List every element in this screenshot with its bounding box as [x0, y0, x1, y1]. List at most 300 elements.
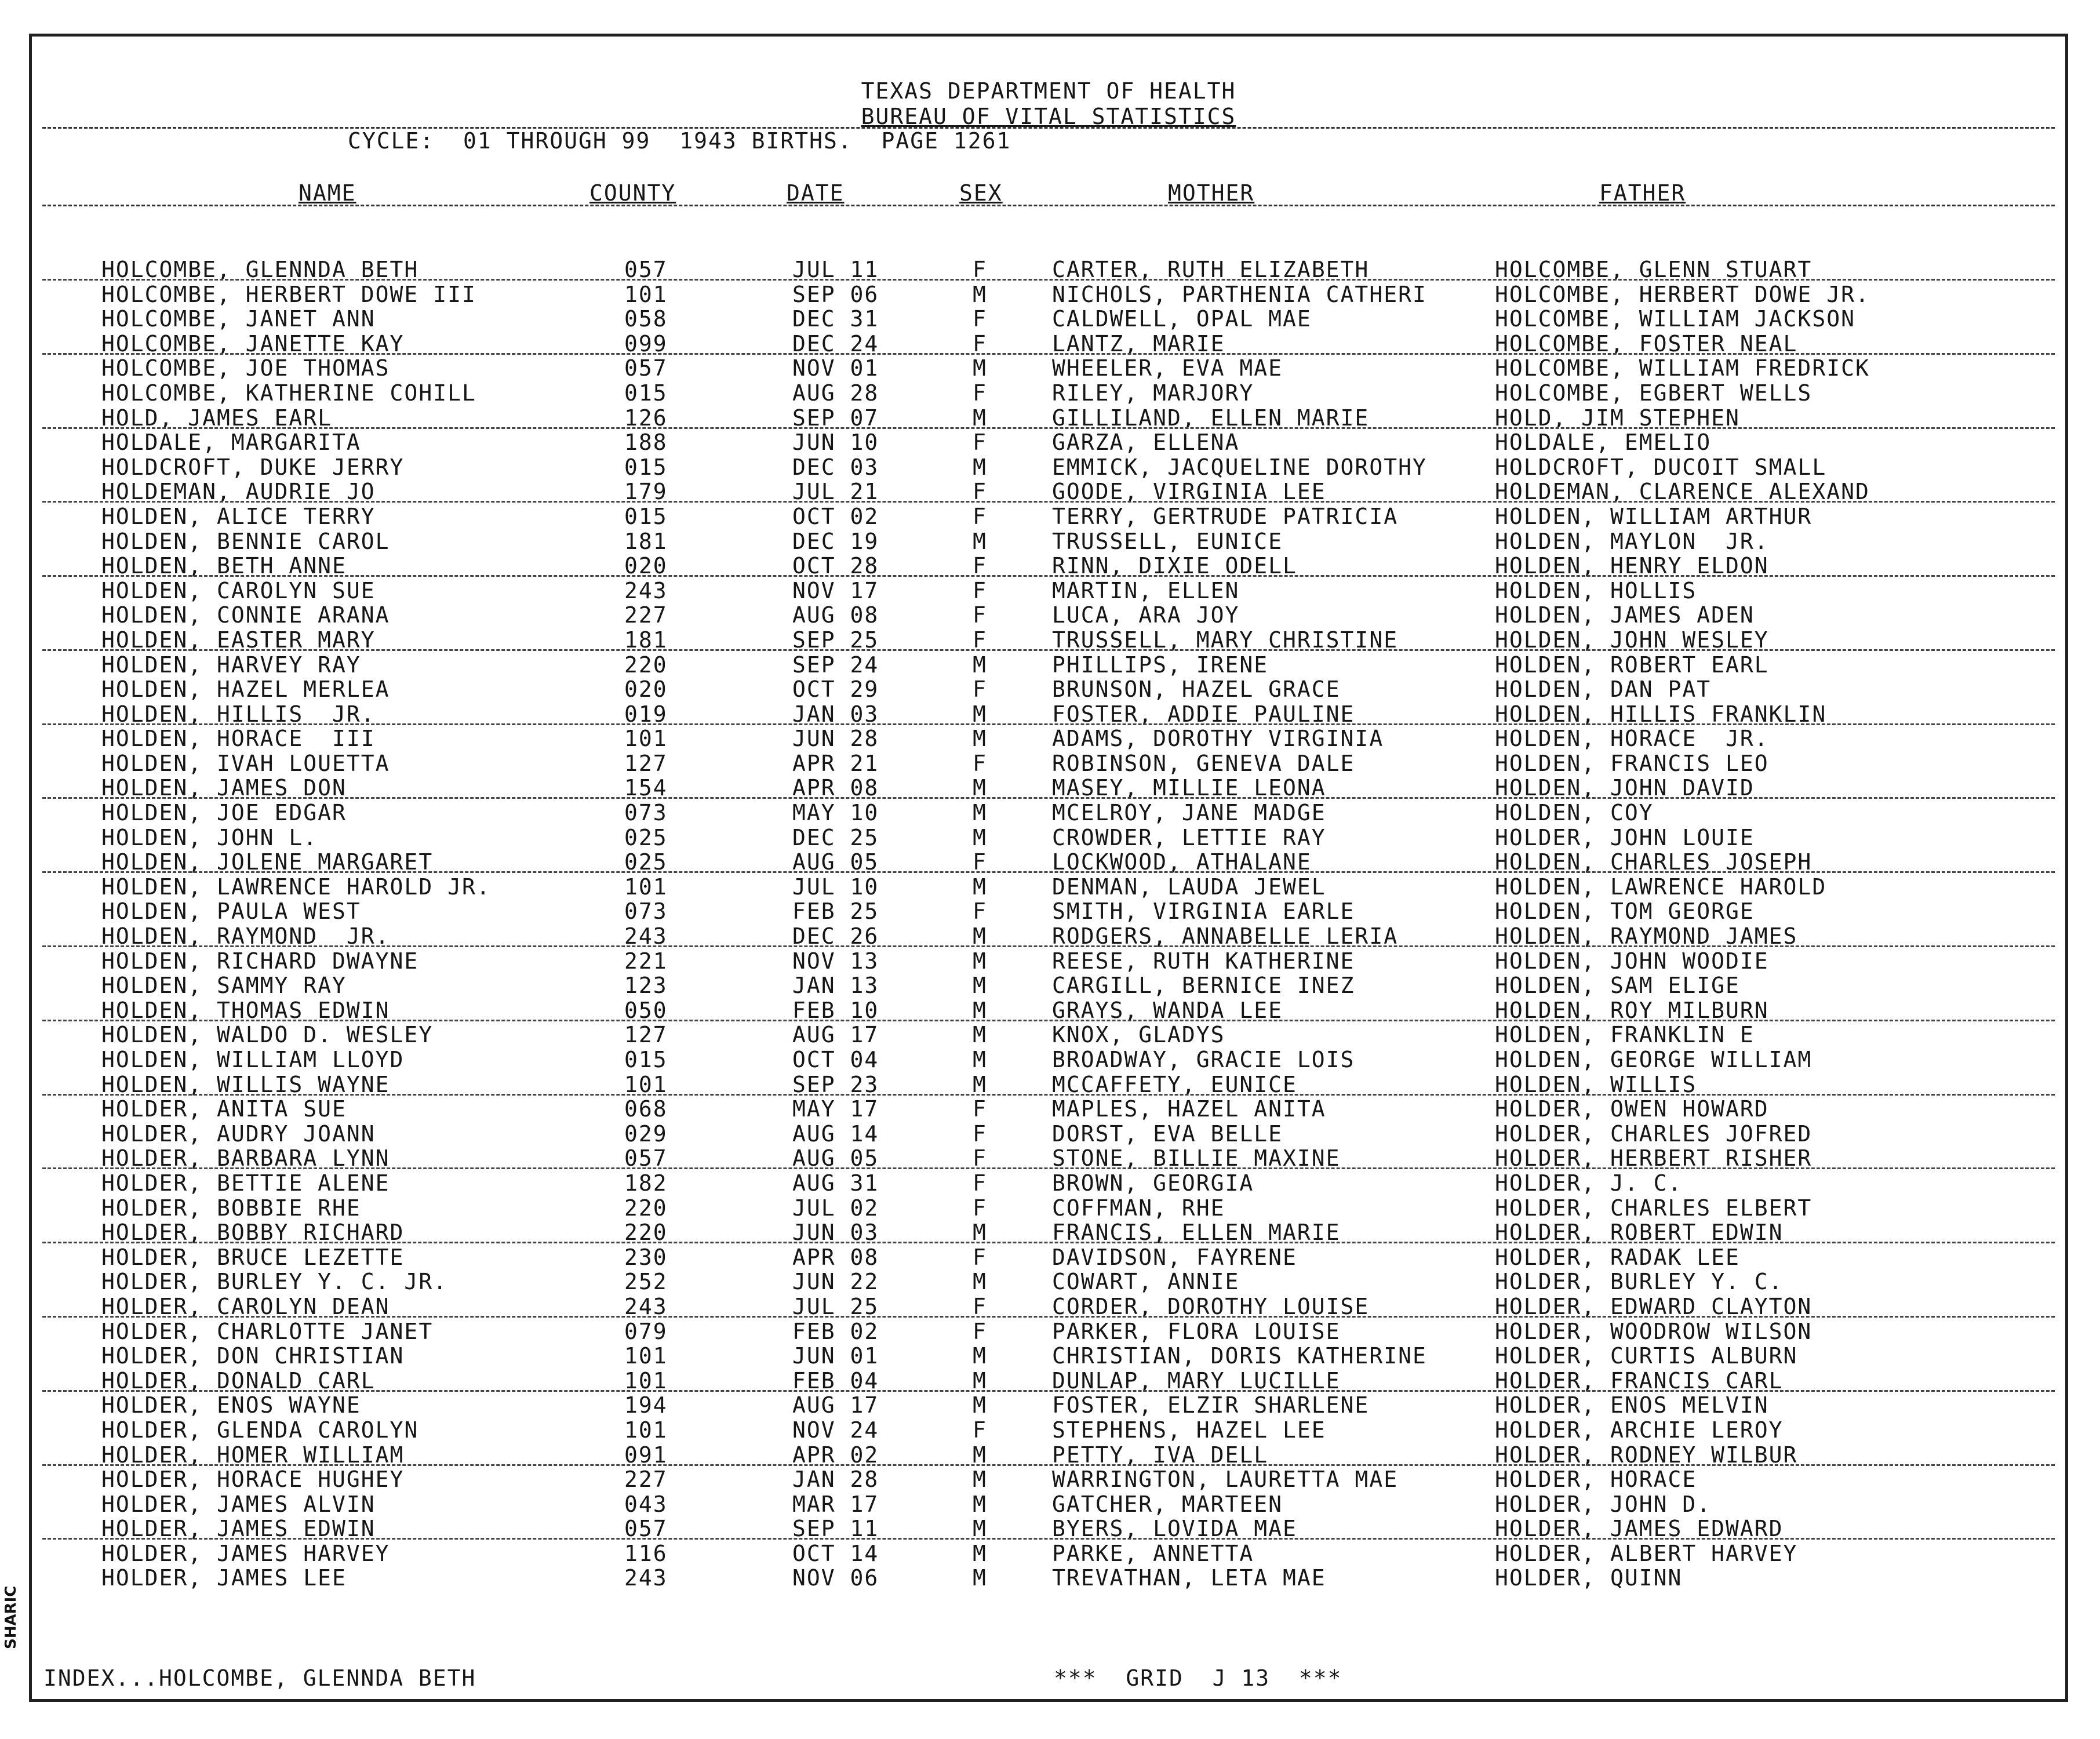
cell-father: HOLDER, FRANCIS CARL [1495, 1367, 1784, 1394]
department-title: TEXAS DEPARTMENT OF HEALTH [861, 78, 1236, 104]
row-divider [42, 353, 2055, 355]
cell-county: 079 [624, 1318, 668, 1344]
table-row [32, 454, 2065, 479]
cell-date: AUG 17 [792, 1392, 879, 1418]
cell-mother: BYERS, LOVIDA MAE [1052, 1516, 1297, 1542]
cell-county: 127 [624, 750, 668, 776]
cell-date: JUN 10 [792, 430, 879, 456]
cell-mother: LOCKWOOD, ATHALANE [1052, 849, 1312, 875]
table-row [32, 751, 2065, 776]
cell-name: HOLCOMBE, HERBERT DOWE III [101, 281, 476, 307]
cell-name: HOLDEN, HILLIS JR. [101, 701, 376, 727]
cell-sex: M [973, 1047, 987, 1072]
cell-county: 101 [624, 281, 668, 307]
cell-sex: F [973, 1318, 987, 1344]
cell-sex: M [973, 1392, 987, 1418]
cell-father: HOLDEN, HOLLIS [1495, 577, 1697, 603]
table-row [32, 430, 2065, 454]
cell-county: 227 [624, 1467, 668, 1493]
table-row [32, 602, 2065, 627]
cell-father: HOLDER, ALBERT HARVEY [1495, 1540, 1798, 1566]
cycle-line: CYCLE: 01 THROUGH 99 1943 BIRTHS. PAGE 1261 [348, 128, 1011, 154]
cell-date: JAN 03 [792, 701, 879, 727]
cell-sex: M [973, 1516, 987, 1542]
row-divider [42, 501, 2055, 503]
cell-father: HOLDER, RADAK LEE [1495, 1244, 1740, 1270]
cell-date: SEP 23 [792, 1071, 879, 1097]
cell-sex: F [973, 330, 987, 356]
cell-sex: M [973, 1022, 987, 1048]
table-row [32, 1022, 2065, 1047]
cell-county: 058 [624, 306, 668, 332]
cell-county: 015 [624, 503, 668, 529]
cell-name: HOLDEN, EASTER MARY [101, 627, 376, 653]
cell-county: 101 [624, 1071, 668, 1097]
cell-county: 220 [624, 1195, 668, 1221]
cell-mother: GILLILAND, ELLEN MARIE [1052, 405, 1370, 431]
cell-mother: CARTER, RUTH ELIZABETH [1052, 257, 1370, 282]
row-divider [42, 797, 2055, 799]
cell-sex: F [973, 380, 987, 406]
cell-father: HOLDEN, GEORGE WILLIAM [1495, 1047, 1813, 1072]
cell-date: JUL 21 [792, 479, 879, 505]
table-row [32, 1245, 2065, 1269]
table-row [32, 1170, 2065, 1195]
cell-name: HOLCOMBE, JANET ANN [101, 306, 376, 332]
record-list [32, 257, 2065, 1590]
cell-name: HOLDEN, RICHARD DWAYNE [101, 948, 419, 974]
table-row [32, 1121, 2065, 1146]
table-row [32, 923, 2065, 948]
cell-mother: CARGILL, BERNICE INEZ [1052, 973, 1355, 999]
cell-father: HOLDER, ENOS MELVIN [1495, 1392, 1769, 1418]
table-row [32, 1343, 2065, 1368]
cell-mother: DUNLAP, MARY LUCILLE [1052, 1367, 1341, 1394]
cell-sex: M [973, 1467, 987, 1493]
cell-father: HOLDEN, JOHN WESLEY [1495, 627, 1769, 653]
table-row [32, 775, 2065, 800]
cell-date: AUG 05 [792, 1145, 879, 1172]
cell-county: 243 [624, 1293, 668, 1319]
cell-name: HOLDEN, SAMMY RAY [101, 973, 347, 999]
cell-county: 020 [624, 676, 668, 703]
cell-mother: PHILLIPS, IRENE [1052, 652, 1269, 678]
cell-name: HOLDER, BETTIE ALENE [101, 1170, 390, 1196]
cell-mother: RINN, DIXIE ODELL [1052, 553, 1297, 579]
cell-county: 029 [624, 1120, 668, 1147]
cell-sex: F [973, 750, 987, 776]
column-header-divider [42, 205, 2055, 206]
cell-name: HOLDER, BURLEY Y. C. JR. [101, 1269, 448, 1295]
cell-name: HOLCOMBE, JOE THOMAS [101, 355, 390, 381]
cell-father: HOLDEN, ROBERT EARL [1495, 652, 1769, 678]
cell-father: HOLDEN, RAYMOND JAMES [1495, 923, 1798, 949]
cell-date: MAY 10 [792, 800, 879, 826]
cell-county: 073 [624, 898, 668, 925]
cell-county: 015 [624, 1047, 668, 1072]
table-row [32, 1294, 2065, 1319]
cell-name: HOLCOMBE, JANETTE KAY [101, 330, 405, 356]
cell-father: HOLDER, CHARLES ELBERT [1495, 1195, 1813, 1221]
cell-father: HOLCOMBE, FOSTER NEAL [1495, 330, 1798, 356]
cell-date: JUL 25 [792, 1293, 879, 1319]
cell-mother: TREVATHAN, LETA MAE [1052, 1565, 1326, 1591]
cell-name: HOLDER, HORACE HUGHEY [101, 1467, 405, 1493]
cell-mother: KNOX, GLADYS [1052, 1022, 1225, 1048]
cell-name: HOLDEN, HAZEL MERLEA [101, 676, 390, 703]
cell-father: HOLDER, HORACE [1495, 1467, 1697, 1493]
cell-date: DEC 25 [792, 824, 879, 850]
cell-mother: GATCHER, MARTEEN [1052, 1491, 1283, 1517]
cell-name: HOLDER, BARBARA LYNN [101, 1145, 390, 1172]
cell-name: HOLDER, DONALD CARL [101, 1367, 376, 1394]
cell-date: APR 08 [792, 775, 879, 801]
cell-sex: F [973, 1195, 987, 1221]
table-row [32, 1269, 2065, 1294]
cell-father: HOLDEN, ROY MILBURN [1495, 997, 1769, 1023]
cell-father: HOLCOMBE, WILLIAM FREDRICK [1495, 355, 1870, 381]
cell-date: NOV 13 [792, 948, 879, 974]
cell-sex: M [973, 1343, 987, 1369]
cell-sex: F [973, 602, 987, 628]
cell-date: JUN 03 [792, 1220, 879, 1246]
table-row [32, 331, 2065, 356]
row-divider [42, 1167, 2055, 1169]
cell-name: HOLDER, JAMES LEE [101, 1565, 347, 1591]
cell-mother: LUCA, ARA JOY [1052, 602, 1240, 628]
cell-sex: M [973, 923, 987, 949]
cell-mother: WARRINGTON, LAURETTA MAE [1052, 1467, 1399, 1493]
cell-county: 057 [624, 1516, 668, 1542]
table-row [32, 800, 2065, 825]
cell-county: 116 [624, 1540, 668, 1566]
cell-father: HOLDER, WOODROW WILSON [1495, 1318, 1813, 1344]
table-row [32, 849, 2065, 874]
cell-county: 181 [624, 528, 668, 554]
table-row [32, 998, 2065, 1023]
table-row [32, 1072, 2065, 1097]
cell-sex: M [973, 1442, 987, 1468]
cell-sex: F [973, 676, 987, 703]
cell-sex: M [973, 973, 987, 999]
cell-name: HOLDER, BOBBIE RHE [101, 1195, 361, 1221]
cell-name: HOLDER, ANITA SUE [101, 1096, 347, 1122]
cell-date: JUL 02 [792, 1195, 879, 1221]
cell-mother: ROBINSON, GENEVA DALE [1052, 750, 1355, 776]
cell-father: HOLDEN, TOM GEORGE [1495, 898, 1755, 925]
cell-sex: F [973, 503, 987, 529]
cell-father: HOLDEN, WILLIAM ARTHUR [1495, 503, 1813, 529]
cell-father: HOLDEN, CHARLES JOSEPH [1495, 849, 1813, 875]
cell-date: SEP 25 [792, 627, 879, 653]
table-row [32, 1145, 2065, 1170]
row-divider [42, 427, 2055, 429]
cell-county: 101 [624, 1417, 668, 1443]
cell-name: HOLDEN, THOMAS EDWIN [101, 997, 390, 1023]
table-row [32, 676, 2065, 701]
cell-date: FEB 25 [792, 898, 879, 925]
cell-sex: F [973, 1417, 987, 1443]
cell-father: HOLDER, CHARLES JOFRED [1495, 1120, 1813, 1147]
cell-sex: F [973, 1170, 987, 1196]
cell-sex: M [973, 355, 987, 381]
cell-mother: COFFMAN, RHE [1052, 1195, 1225, 1221]
cell-date: APR 08 [792, 1244, 879, 1270]
cell-date: OCT 04 [792, 1047, 879, 1072]
cell-county: 043 [624, 1491, 668, 1517]
cell-county: 181 [624, 627, 668, 653]
cell-name: HOLDEN, BETH ANNE [101, 553, 347, 579]
cell-county: 243 [624, 577, 668, 603]
cell-father: HOLDEMAN, CLARENCE ALEXAND [1495, 479, 1870, 505]
cell-sex: F [973, 898, 987, 925]
bureau-title: BUREAU OF VITAL STATISTICS [861, 104, 1236, 129]
cell-date: SEP 07 [792, 405, 879, 431]
cell-county: 221 [624, 948, 668, 974]
table-row [32, 1319, 2065, 1344]
cell-sex: M [973, 652, 987, 678]
cell-name: HOLCOMBE, KATHERINE COHILL [101, 380, 476, 406]
cell-sex: M [973, 824, 987, 850]
table-row [32, 898, 2065, 923]
cell-name: HOLDEN, WALDO D. WESLEY [101, 1022, 434, 1048]
table-row [32, 1442, 2065, 1467]
column-header-date: DATE [787, 180, 845, 206]
cell-sex: F [973, 430, 987, 456]
cell-sex: F [973, 553, 987, 579]
table-row [32, 627, 2065, 652]
cell-father: HOLDER, CURTIS ALBURN [1495, 1343, 1798, 1369]
cell-county: 227 [624, 602, 668, 628]
cell-date: JUL 10 [792, 874, 879, 900]
table-row [32, 355, 2065, 380]
cell-name: HOLDEN, HORACE III [101, 726, 376, 752]
cell-sex: M [973, 874, 987, 900]
cell-mother: PARKE, ANNETTA [1052, 1540, 1254, 1566]
cell-county: 101 [624, 1343, 668, 1369]
cell-name: HOLCOMBE, GLENNDA BETH [101, 257, 419, 282]
cell-mother: MAPLES, HAZEL ANITA [1052, 1096, 1326, 1122]
table-row [32, 726, 2065, 751]
cell-county: 243 [624, 1565, 668, 1591]
cell-date: DEC 26 [792, 923, 879, 949]
cell-name: HOLDER, CHARLOTTE JANET [101, 1318, 434, 1344]
cell-father: HOLDEN, FRANCIS LEO [1495, 750, 1769, 776]
cell-father: HOLDEN, WILLIS [1495, 1071, 1697, 1097]
cell-date: FEB 10 [792, 997, 879, 1023]
cell-date: AUG 05 [792, 849, 879, 875]
cell-date: FEB 02 [792, 1318, 879, 1344]
cell-date: OCT 02 [792, 503, 879, 529]
cell-mother: DORST, EVA BELLE [1052, 1120, 1283, 1147]
cell-name: HOLDER, JAMES ALVIN [101, 1491, 376, 1517]
cell-date: SEP 24 [792, 652, 879, 678]
cell-sex: M [973, 1071, 987, 1097]
cell-date: MAY 17 [792, 1096, 879, 1122]
cell-date: DEC 03 [792, 454, 879, 480]
cell-sex: M [973, 997, 987, 1023]
cell-sex: M [973, 726, 987, 752]
table-row [32, 553, 2065, 578]
cell-county: 025 [624, 849, 668, 875]
cell-mother: RILEY, MARJORY [1052, 380, 1254, 406]
register-page [29, 34, 2068, 1702]
cell-father: HOLCOMBE, GLENN STUART [1495, 257, 1813, 282]
cell-date: SEP 11 [792, 1516, 879, 1542]
cell-name: HOLDEN, WILLIS WAYNE [101, 1071, 390, 1097]
cell-county: 243 [624, 923, 668, 949]
cell-name: HOLDER, HOMER WILLIAM [101, 1442, 405, 1468]
cell-date: NOV 06 [792, 1565, 879, 1591]
table-row [32, 1467, 2065, 1491]
column-header-county: COUNTY [589, 180, 676, 206]
cell-county: 101 [624, 1367, 668, 1394]
cell-father: HOLCOMBE, EGBERT WELLS [1495, 380, 1813, 406]
cell-father: HOLDER, JOHN LOUIE [1495, 824, 1755, 850]
cell-father: HOLDER, HERBERT RISHER [1495, 1145, 1813, 1172]
cell-date: NOV 01 [792, 355, 879, 381]
cell-sex: M [973, 1565, 987, 1591]
row-divider [42, 1242, 2055, 1243]
cell-sex: M [973, 405, 987, 431]
cell-county: 101 [624, 874, 668, 900]
cell-mother: PETTY, IVA DELL [1052, 1442, 1269, 1468]
cell-name: HOLDEN, WILLIAM LLOYD [101, 1047, 405, 1072]
cell-name: HOLDEN, JAMES DON [101, 775, 347, 801]
row-divider [42, 1094, 2055, 1096]
cell-mother: TRUSSELL, MARY CHRISTINE [1052, 627, 1399, 653]
cell-mother: CHRISTIAN, DORIS KATHERINE [1052, 1343, 1427, 1369]
row-divider [42, 1538, 2055, 1540]
cell-date: JUN 22 [792, 1269, 879, 1295]
cell-county: 050 [624, 997, 668, 1023]
cell-sex: M [973, 281, 987, 307]
cell-county: 123 [624, 973, 668, 999]
cell-name: HOLDER, CAROLYN DEAN [101, 1293, 390, 1319]
table-row [32, 1565, 2065, 1590]
cell-name: HOLDEN, ALICE TERRY [101, 503, 376, 529]
cell-county: 015 [624, 380, 668, 406]
cell-mother: MCELROY, JANE MADGE [1052, 800, 1326, 826]
cell-name: HOLDEN, JOE EDGAR [101, 800, 347, 826]
side-mark: SHARIC [2, 1585, 20, 1649]
table-row [32, 1491, 2065, 1516]
cell-name: HOLDER, ENOS WAYNE [101, 1392, 361, 1418]
cell-name: HOLDEN, RAYMOND JR. [101, 923, 390, 949]
row-divider [42, 1464, 2055, 1466]
cell-father: HOLDEN, DAN PAT [1495, 676, 1712, 703]
table-row [32, 380, 2065, 405]
table-row [32, 1392, 2065, 1417]
cell-mother: GARZA, ELLENA [1052, 430, 1240, 456]
column-header-father: FATHER [1599, 180, 1686, 206]
cell-date: OCT 14 [792, 1540, 879, 1566]
cell-date: NOV 17 [792, 577, 879, 603]
table-row [32, 1516, 2065, 1541]
row-divider [42, 945, 2055, 947]
cell-mother: STEPHENS, HAZEL LEE [1052, 1417, 1326, 1443]
cell-date: DEC 24 [792, 330, 879, 356]
cell-mother: ADAMS, DOROTHY VIRGINIA [1052, 726, 1384, 752]
cell-name: HOLDER, JAMES EDWIN [101, 1516, 376, 1542]
row-divider [42, 1390, 2055, 1392]
cell-sex: M [973, 800, 987, 826]
cell-name: HOLDEN, PAULA WEST [101, 898, 361, 925]
table-row [32, 1220, 2065, 1245]
cell-county: 057 [624, 257, 668, 282]
cell-father: HOLDEN, HILLIS FRANKLIN [1495, 701, 1827, 727]
cell-father: HOLDER, EDWARD CLAYTON [1495, 1293, 1813, 1319]
cell-father: HOLDER, ARCHIE LEROY [1495, 1417, 1784, 1443]
cell-mother: RODGERS, ANNABELLE LERIA [1052, 923, 1399, 949]
cell-mother: STONE, BILLIE MAXINE [1052, 1145, 1341, 1172]
cell-father: HOLDCROFT, DUCOIT SMALL [1495, 454, 1827, 480]
column-header-mother: MOTHER [1168, 180, 1255, 206]
cell-name: HOLDEN, JOLENE MARGARET [101, 849, 434, 875]
cell-county: 057 [624, 355, 668, 381]
cell-sex: F [973, 1145, 987, 1172]
cell-mother: BRUNSON, HAZEL GRACE [1052, 676, 1341, 703]
table-row [32, 479, 2065, 504]
table-row [32, 701, 2065, 726]
cell-father: HOLDER, JAMES EDWARD [1495, 1516, 1784, 1542]
cell-mother: DENMAN, LAUDA JEWEL [1052, 874, 1326, 900]
cell-father: HOLDEN, HENRY ELDON [1495, 553, 1769, 579]
column-header-sex: SEX [959, 180, 1003, 206]
header-divider [42, 127, 2055, 129]
cell-county: 057 [624, 1145, 668, 1172]
cell-sex: F [973, 577, 987, 603]
table-row [32, 282, 2065, 307]
table-row [32, 1195, 2065, 1220]
cell-name: HOLDER, AUDRY JOANN [101, 1120, 376, 1147]
cell-county: 230 [624, 1244, 668, 1270]
table-row [32, 825, 2065, 850]
cell-name: HOLDEN, LAWRENCE HAROLD JR. [101, 874, 491, 900]
cell-mother: LANTZ, MARIE [1052, 330, 1225, 356]
cell-father: HOLDEN, JAMES ADEN [1495, 602, 1755, 628]
cell-name: HOLDEN, JOHN L. [101, 824, 318, 850]
cell-father: HOLDEN, MAYLON JR. [1495, 528, 1769, 554]
cell-mother: FRANCIS, ELLEN MARIE [1052, 1220, 1341, 1246]
cell-county: 091 [624, 1442, 668, 1468]
table-row [32, 948, 2065, 973]
table-row [32, 578, 2065, 603]
table-row [32, 504, 2065, 529]
cell-county: 127 [624, 1022, 668, 1048]
cell-county: 020 [624, 553, 668, 579]
cell-father: HOLDEN, FRANKLIN E [1495, 1022, 1755, 1048]
cell-father: HOLDER, ROBERT EDWIN [1495, 1220, 1784, 1246]
cell-father: HOLDER, QUINN [1495, 1565, 1683, 1591]
cell-county: 194 [624, 1392, 668, 1418]
table-row [32, 257, 2065, 282]
cell-date: SEP 06 [792, 281, 879, 307]
cell-county: 015 [624, 454, 668, 480]
cell-name: HOLDEMAN, AUDRIE JO [101, 479, 376, 505]
cell-sex: M [973, 1540, 987, 1566]
cell-sex: M [973, 701, 987, 727]
cell-sex: M [973, 1491, 987, 1517]
cell-mother: FOSTER, ELZIR SHARLENE [1052, 1392, 1370, 1418]
cell-sex: F [973, 627, 987, 653]
cell-county: 101 [624, 726, 668, 752]
row-divider [42, 1316, 2055, 1318]
row-divider [42, 723, 2055, 725]
cell-date: JUN 01 [792, 1343, 879, 1369]
cell-mother: EMMICK, JACQUELINE DOROTHY [1052, 454, 1427, 480]
cell-sex: M [973, 948, 987, 974]
